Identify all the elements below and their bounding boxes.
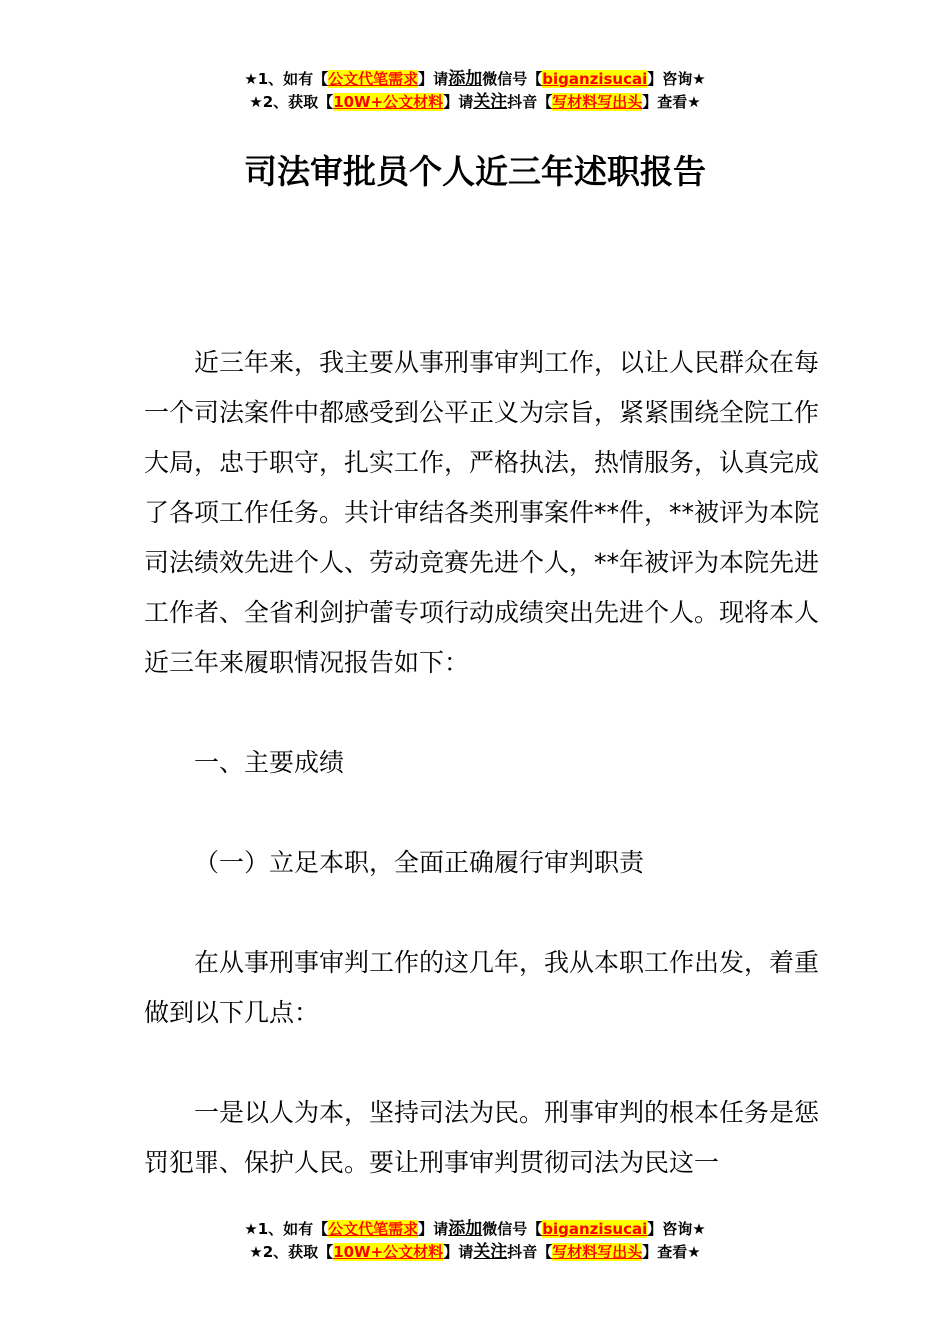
banner-1-suffix: 】咨询★ [647, 1220, 706, 1238]
banner-2-suffix: 】查看★ [642, 93, 701, 111]
banner-1-mid2: 微信号【 [482, 70, 543, 88]
banner-1-emph: 添加 [448, 1219, 483, 1239]
banner-2-prefix: ★2、获取【 [249, 93, 334, 111]
body-paragraph: 一是以人为本，坚持司法为民。刑事审判的根本任务是惩罚犯罪、保护人民。要让刑事审判贯彻司法为民这一 [144, 1098, 820, 1177]
banner-2-mid2: 抖音【 [507, 93, 553, 111]
banner-1-emph: 添加 [448, 69, 483, 89]
banner-2-suffix: 】查看★ [642, 1243, 701, 1261]
banner-2-mid1: 】请 [443, 1243, 474, 1261]
banner-1-suffix: 】咨询★ [647, 70, 706, 88]
banner-line-1 [0, 1218, 950, 1241]
banner-2-highlight-douyin: 写材料写出头 [552, 93, 643, 111]
banner-1-highlight-wechat: biganzisucai [542, 70, 648, 88]
body-paragraph: 在从事刑事审判工作的这几年，我从本职工作出发，着重做到以下几点： [144, 948, 820, 1027]
banner-2-mid1: 】请 [443, 93, 474, 111]
footer-banner [0, 1218, 950, 1264]
banner-2-prefix: ★2、获取【 [249, 1243, 334, 1261]
banner-1-highlight-service: 公文代笔需求 [328, 70, 419, 88]
banner-2-emph: 关注 [473, 92, 508, 112]
banner-2-highlight-materials: 10W+公文材料 [333, 93, 444, 111]
section-heading: 一、主要成绩 [194, 748, 345, 777]
banner-1-mid1: 】请 [418, 70, 449, 88]
banner-2-mid2: 抖音【 [507, 1243, 553, 1261]
intro-paragraph: 近三年来，我主要从事刑事审判工作，以让人民群众在每一个司法案件中都感受到公平正义为宗旨，紧紧围绕全院工作大局，忠于职守，扎实工作，严格执法，热情服务，认真完成了各项工作任务。共计审结各类刑事案件**件，**被评为本院司法绩效先进个人、劳动竞赛先进个人，**年被评为本院先进工作者、全省利剑护蕾专项行动成绩突出先进个人。现将本人近三年来履职情况报告如下： [144, 348, 820, 677]
banner-1-mid1: 】请 [418, 1220, 449, 1238]
banner-line-1 [0, 68, 950, 91]
banner-1-mid2: 微信号【 [482, 1220, 543, 1238]
banner-line-2 [0, 91, 950, 114]
banner-1-prefix: ★1、如有【 [244, 1220, 329, 1238]
banner-1-prefix: ★1、如有【 [244, 70, 329, 88]
banner-line-2 [0, 1241, 950, 1264]
banner-2-highlight-materials: 10W+公文材料 [333, 1243, 444, 1261]
header-banner [0, 68, 950, 114]
banner-1-highlight-wechat: biganzisucai [542, 1220, 648, 1238]
banner-1-highlight-service: 公文代笔需求 [328, 1220, 419, 1238]
banner-2-emph: 关注 [473, 1242, 508, 1262]
document-title: 司法审批员个人近三年述职报告 [244, 152, 706, 191]
banner-2-highlight-douyin: 写材料写出头 [552, 1243, 643, 1261]
subsection-heading: （一）立足本职，全面正确履行审判职责 [194, 848, 645, 877]
document-body [144, 338, 834, 1188]
